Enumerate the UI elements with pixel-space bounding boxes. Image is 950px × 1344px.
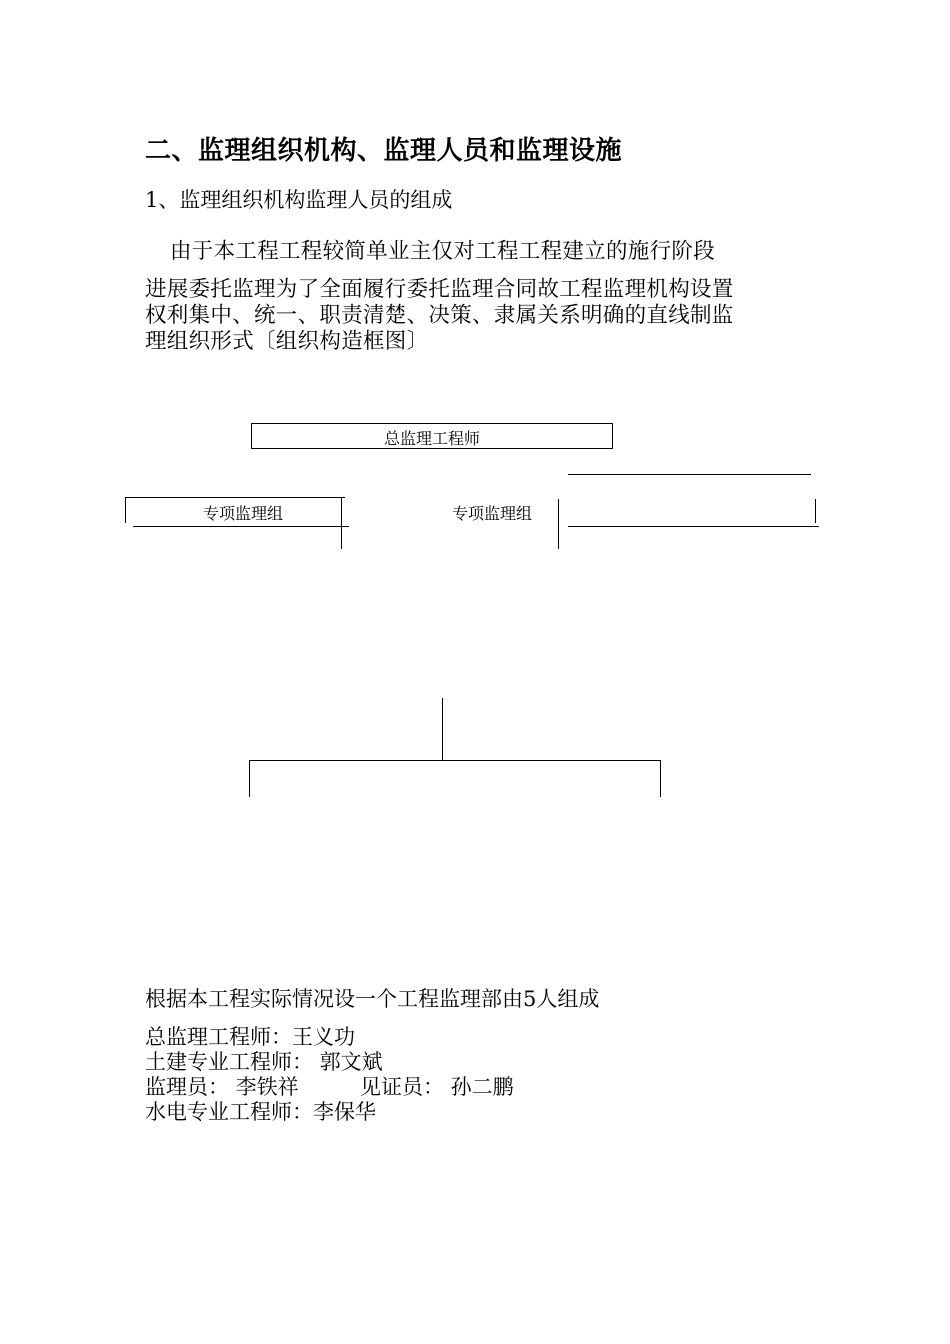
connector-line — [125, 497, 345, 498]
witness-line: 见证员： 孙二鹏 — [360, 1075, 514, 1099]
connector-line — [815, 499, 816, 523]
chief-engineer-label: 总监理工程师 — [383, 429, 480, 448]
section-heading: 二、监理组织机构、监理人员和监理设施 — [145, 136, 623, 166]
left-group-label: 专项监理组 — [203, 504, 284, 523]
connector-line — [341, 497, 342, 549]
intro-paragraph-line-2: 进展委托监理为了全面履行委托监理合同故工程监理机构设置 — [145, 277, 734, 302]
chief-engineer-line: 总监理工程师：王义功 — [145, 1025, 355, 1049]
mep-engineer-line: 水电专业工程师：李保华 — [145, 1100, 376, 1124]
subsection-heading: 1、监理组织机构监理人员的组成 — [145, 188, 453, 212]
staff-summary: 根据本工程实际情况设一个工程监理部由5人组成 — [145, 987, 600, 1011]
connector-line — [558, 499, 559, 549]
right-group-label: 专项监理组 — [452, 504, 533, 523]
connector-line — [249, 760, 660, 761]
intro-paragraph-line-4: 理组织形式〔组织构造框图〕 — [145, 329, 429, 354]
connector-line — [133, 526, 349, 527]
intro-paragraph-line-1: 由于本工程工程较简单业主仅对工程工程建立的施行阶段 — [170, 239, 716, 264]
connector-line — [660, 760, 661, 797]
connector-line — [442, 698, 443, 760]
connector-line — [249, 760, 250, 797]
connector-line — [125, 497, 126, 523]
connector-line — [568, 474, 811, 475]
supervisor-line: 监理员： 李铁祥 — [145, 1075, 299, 1099]
connector-line — [568, 526, 819, 527]
intro-paragraph-line-3: 权利集中、统一、职责清楚、决策、隶属关系明确的直线制监 — [145, 303, 734, 328]
civil-engineer-line: 土建专业工程师： 郭文斌 — [145, 1050, 383, 1074]
chief-engineer-box — [251, 423, 613, 449]
